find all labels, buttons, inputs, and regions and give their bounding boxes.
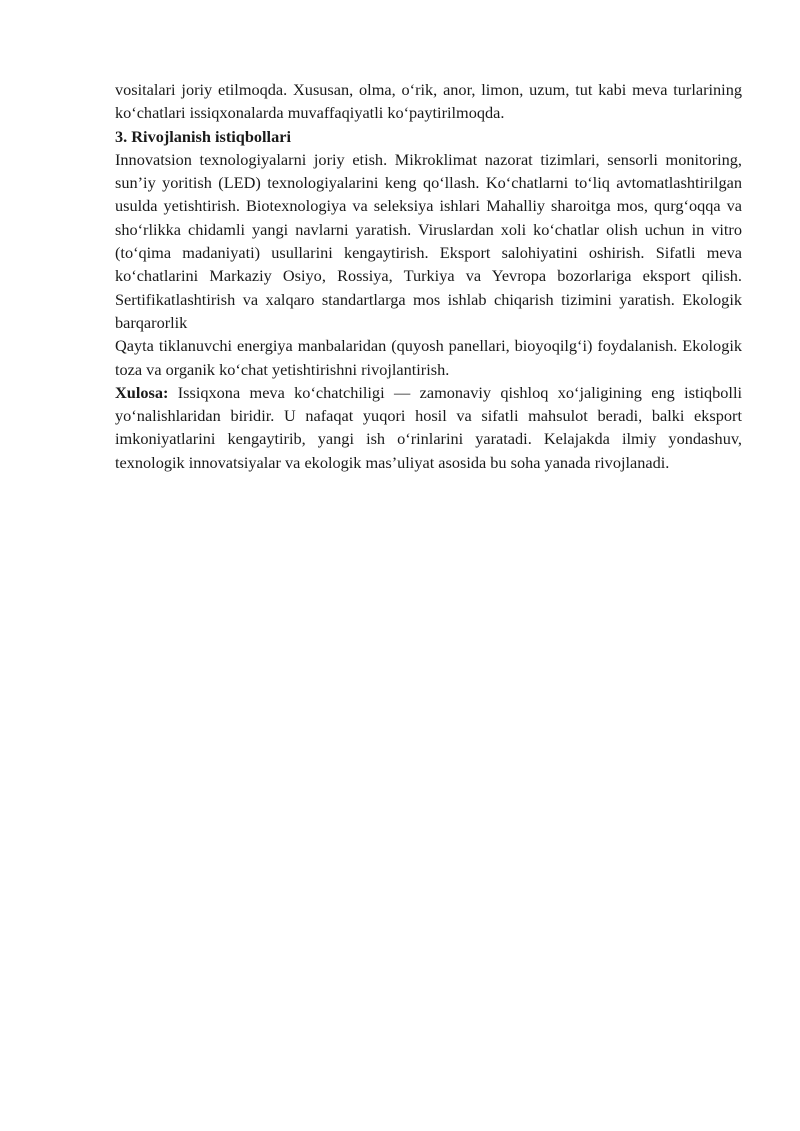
section-heading: 3. Rivojlanish istiqbollari: [115, 126, 291, 146]
paragraph-development: Innovatsion texnologiyalarni joriy etish. Mikroklimat nazorat tizimlari, sensorli monitoring, sun’iy yoritish (LED) texnologiyalarini keng qo‘llash. Ko‘chatlarni to‘liq avtomatlashtirilgan usulda yetishtirish. Biotexnologiya va seleksiya ishlari Mahalliy sharoitga mos, qurg‘oqqa va sho‘rlikka chidamli yangi navlarni yaratish. Viruslardan xoli ko‘chatlar olish uchun in vitro (to‘qima madaniyati) usullarini kengaytirish. Eksport salohiyatini oshirish. Sifatli meva ko‘chatlarini Markaziy Osiyo, Rossiya, Turkiya va Yevropa bozorlariga eksport qilish. Sertifikatlashtirish va xalqaro standartlarga mos ishlab chiqarish tizimini yaratish. Ekologik barqarorlik: [115, 149, 742, 332]
conclusion-label: Xulosa:: [115, 382, 169, 402]
conclusion-text: Issiqxona meva ko‘chatchiligi — zamonaviy qishloq xo‘jaligining eng istiqbolli yo‘nalishlaridan biridir. U nafaqat yuqori hosil va sifatli mahsulot beradi, balki eksport imkoniyatlarini kengaytirib, yangi ish o‘rinlarini yaratadi. Kelajakda ilmiy yondashuv, texnologik innovatsiyalar va ekologik mas’uliyat asosida bu soha yanada rivojlanadi.: [115, 382, 742, 472]
document-page: [115, 78, 742, 474]
paragraph-conclusion: [115, 381, 742, 474]
paragraph-ecology: Qayta tiklanuvchi energiya manbalaridan (quyosh panellari, bioyoqilg‘i) foydalanish. Ekologik toza va organik ko‘chat yetishtirishni rivojlantirish.: [115, 336, 742, 379]
paragraph-intro: vositalari joriy etilmoqda. Xususan, olma, o‘rik, anor, limon, uzum, tut kabi meva turlarining ko‘chatlari issiqxonalarda muvaffaqiyatli ko‘paytirilmoqda.: [115, 80, 742, 123]
